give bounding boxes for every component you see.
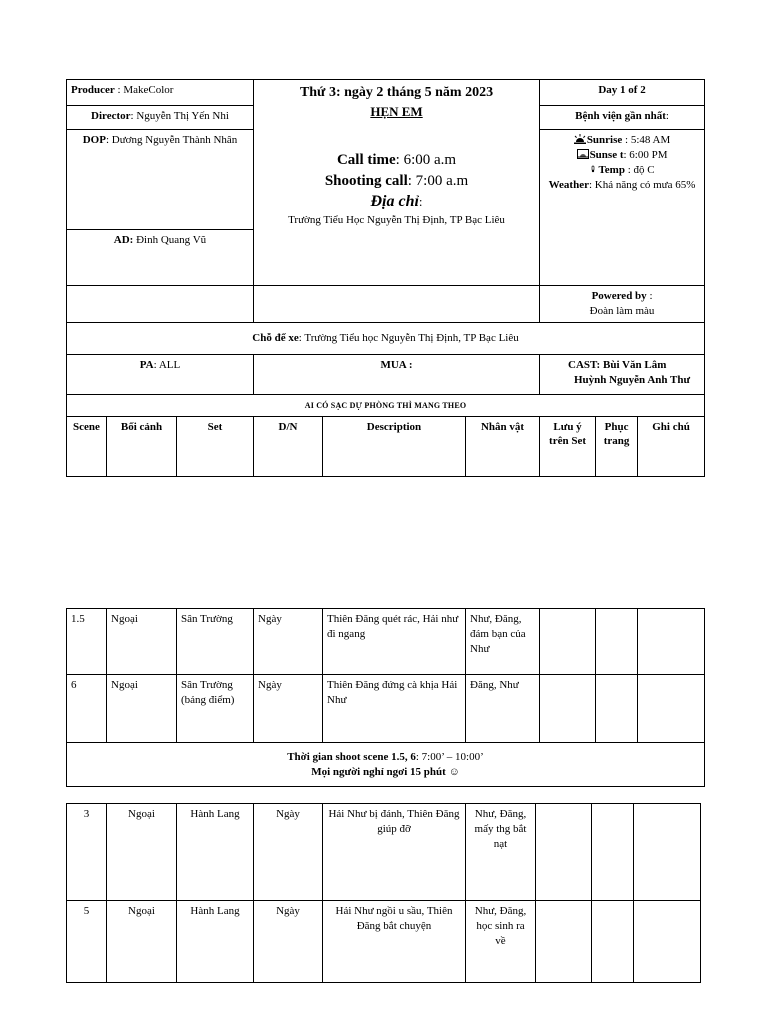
col-header-scene: Scene <box>67 416 107 476</box>
day-of: Day 1 of 2 <box>598 84 646 96</box>
col-header-set: Set <box>177 416 254 476</box>
hospital-label: Bệnh viện gần nhất <box>575 110 666 122</box>
col-header-notes: Ghi chú <box>638 416 705 476</box>
sunset-value: : 6:00 PM <box>623 148 668 161</box>
weather-label: Weather <box>548 178 589 191</box>
thermometer-icon <box>589 164 597 174</box>
table-row <box>67 804 701 901</box>
ad-value: Đinh Quang Vũ <box>133 234 207 246</box>
parking-cell <box>67 322 705 354</box>
location-cell: Ngoại <box>107 901 177 983</box>
pa-value: : ALL <box>153 358 181 371</box>
address-label: Địa chỉ <box>370 192 419 210</box>
description-cell: Thiên Đăng đứng cà khịa Hải Như <box>323 675 466 743</box>
schedule-block-a <box>66 608 705 787</box>
col-header-description: Description <box>323 416 466 476</box>
title-cell <box>254 80 540 286</box>
shoot-time-note-cell <box>67 743 705 787</box>
ad-cell <box>67 230 254 286</box>
call-time-value: : 6:00 a.m <box>395 152 457 169</box>
set-notes-cell <box>536 901 592 983</box>
powered-colon: : <box>646 290 653 302</box>
col-header-costume: Phục trang <box>596 416 638 476</box>
mua-cell <box>254 354 540 394</box>
characters-cell: Như, Đăng, học sinh ra về <box>466 901 536 983</box>
powered-label: Powered by <box>591 290 647 302</box>
scene-cell: 1.5 <box>67 609 107 675</box>
notes-cell <box>634 901 701 983</box>
set-cell: Sân Trường <box>177 609 254 675</box>
notes-cell <box>638 609 705 675</box>
title-cell-spacer <box>254 286 540 323</box>
notes-cell <box>638 675 705 743</box>
address-colon: : <box>418 193 423 209</box>
characters-cell: Như, Đăng, mấy thg bắt nạt <box>466 804 536 901</box>
scene-cell: 5 <box>67 901 107 983</box>
pa-label: PA <box>139 358 154 371</box>
costume-cell <box>596 675 638 743</box>
shoot-time-label: Thời gian shoot scene 1.5, 6 <box>287 750 416 763</box>
powered-cell <box>540 286 705 323</box>
break-note: Mọi người nghỉ ngơi 15 phút ☺ <box>311 765 460 778</box>
cast-cell <box>540 354 705 394</box>
parking-value: : Trường Tiểu học Nguyễn Thị Định, TP Bạc Liêu <box>298 331 519 344</box>
powered-value: Đoàn làm màu <box>589 304 655 317</box>
weather-cell <box>540 130 705 286</box>
schedule-block-b <box>66 803 701 983</box>
producer-value: : MakeColor <box>114 84 174 96</box>
set-cell: Hành Lang <box>177 901 254 983</box>
characters-cell: Đăng, Như <box>466 675 540 743</box>
producer-label: Producer <box>71 84 115 96</box>
col-header-dn: D/N <box>254 416 323 476</box>
table-row <box>67 901 701 983</box>
dn-cell: Ngày <box>254 675 323 743</box>
temp-value: : độ C <box>624 163 655 176</box>
cast-value-2: Huỳnh Nguyễn Anh Thư <box>573 373 691 386</box>
ad-cell-spacer <box>67 286 254 323</box>
table-row <box>67 609 705 675</box>
sunrise-value: : 5:48 AM <box>622 134 671 146</box>
sunset-label: Sunse t <box>589 148 624 161</box>
costume-cell <box>596 609 638 675</box>
set-notes-cell <box>536 804 592 901</box>
sunset-icon <box>577 149 589 159</box>
notes-cell <box>634 804 701 901</box>
set-notes-cell <box>540 675 596 743</box>
director-value: : Nguyễn Thị Yến Nhi <box>130 110 229 122</box>
director-cell <box>67 106 254 130</box>
day-of-cell <box>540 80 705 106</box>
characters-cell: Như, Đăng, đám bạn của Như <box>466 609 540 675</box>
weather-value: : Khả năng có mưa 65% <box>588 178 696 191</box>
charger-note: AI CÓ SẠC DỰ PHÒNG THÌ MANG THEO <box>304 400 467 410</box>
description-cell: Hải Như ngồi u sầu, Thiên Đăng bắt chuyện <box>323 901 466 983</box>
col-header-characters: Nhân vật <box>466 416 540 476</box>
description-cell: Hải Như bị đánh, Thiên Đăng giúp đỡ <box>323 804 466 901</box>
dop-label: DOP <box>82 134 106 146</box>
temp-label: Temp <box>598 163 625 176</box>
mua-label: MUA : <box>380 358 413 371</box>
location-cell: Ngoại <box>107 609 177 675</box>
producer-cell <box>67 80 254 106</box>
hospital-colon: : <box>665 110 669 122</box>
scene-cell: 3 <box>67 804 107 901</box>
parking-label: Chỗ để xe <box>252 331 299 344</box>
description-cell: Thiên Đăng quét rác, Hải như đi ngang <box>323 609 466 675</box>
costume-cell <box>592 901 634 983</box>
sunrise-icon <box>574 134 586 144</box>
dop-value: : Dương Nguyễn Thành Nhân <box>105 134 238 146</box>
cast-value-1: Bùi Văn Lâm <box>600 358 667 371</box>
project-title: HẸN EM <box>370 103 423 119</box>
dop-cell <box>67 130 254 230</box>
location-cell: Ngoại <box>107 675 177 743</box>
shoot-time-value: : 7:00’ – 10:00’ <box>415 750 484 763</box>
cast-label: CAST: <box>568 358 601 371</box>
dn-cell: Ngày <box>254 901 323 983</box>
location-cell: Ngoại <box>107 804 177 901</box>
costume-cell <box>592 804 634 901</box>
shooting-call-value: : 7:00 a.m <box>407 172 469 189</box>
set-notes-cell <box>540 609 596 675</box>
col-header-location: Bối cảnh <box>107 416 177 476</box>
charger-note-cell <box>67 394 705 416</box>
dn-cell: Ngày <box>254 609 323 675</box>
call-time-label: Call time <box>336 152 396 169</box>
dn-cell: Ngày <box>254 804 323 901</box>
sunrise-label: Sunrise <box>586 134 623 146</box>
pa-cell <box>67 354 254 394</box>
table-row <box>67 675 705 743</box>
ad-label: AD: <box>113 234 134 246</box>
col-header-set-notes: Lưu ý trên Set <box>540 416 596 476</box>
scene-cell: 6 <box>67 675 107 743</box>
address-value: Trường Tiểu Học Nguyễn Thị Định, TP Bạc Liêu <box>288 213 505 226</box>
set-cell: Hành Lang <box>177 804 254 901</box>
call-sheet-header-table <box>66 79 705 477</box>
date-title: Thứ 3: ngày 2 tháng 5 năm 2023 <box>299 85 494 100</box>
hospital-cell <box>540 106 705 130</box>
shooting-call-label: Shooting call <box>324 172 408 189</box>
set-cell: Sân Trường (bảng điểm) <box>177 675 254 743</box>
director-label: Director <box>91 110 131 122</box>
